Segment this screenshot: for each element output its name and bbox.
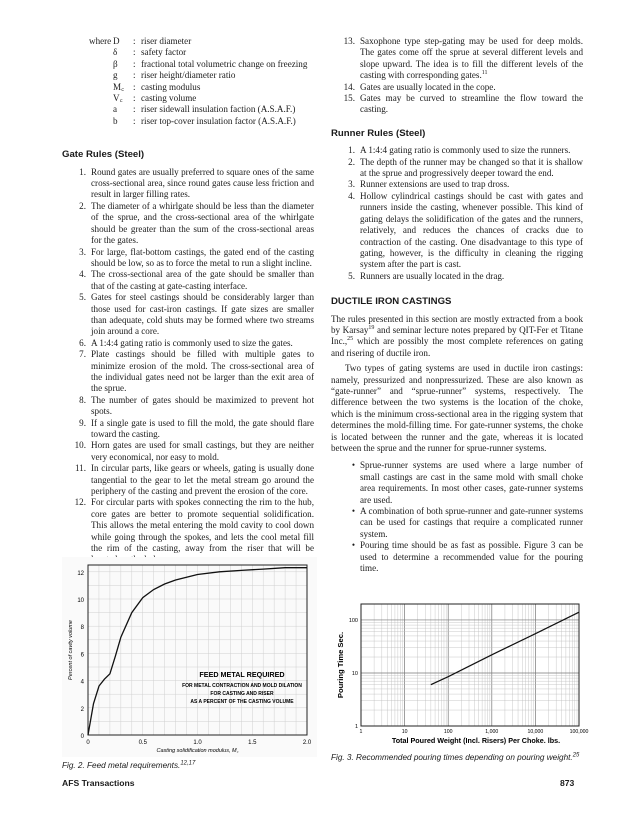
bullet-text: Sprue-runner systems are used where a large number of small castings are cast in the same mold with small choke area requirements. In most other cases, gate-runner systems are used.	[360, 460, 583, 505]
runner-rules-heading: Runner Rules (Steel)	[331, 127, 426, 139]
item-number: 1.	[79, 166, 86, 177]
fig3-xlabel: Total Poured Weight (Incl. Risers) Per Choke. lbs.	[391, 736, 561, 745]
item-text: Horn gates are used for small castings, but they are neither very economical, nor easy to mold.	[91, 440, 314, 462]
item-number: 1.	[348, 145, 355, 156]
variable-row	[89, 36, 314, 47]
fig2-chart	[62, 557, 317, 757]
variable-symbol: δ	[113, 47, 118, 58]
item-number: 10.	[74, 440, 86, 451]
bullet-item	[335, 460, 583, 506]
fig2-x-tick: 1.0	[193, 740, 202, 746]
list-item	[331, 145, 583, 156]
item-number: 14.	[343, 81, 355, 92]
gate-rules-continued	[331, 36, 583, 116]
list-item	[331, 36, 583, 82]
item-number: 5.	[348, 270, 355, 281]
bullet-mark: •	[351, 460, 355, 471]
fig3-y-tick: 10	[351, 670, 358, 677]
list-item	[62, 463, 314, 497]
bullet-item	[335, 506, 583, 540]
variable-symbol: V꜀	[113, 93, 123, 104]
variable-prefix	[89, 82, 113, 93]
item-number: 8.	[79, 394, 86, 405]
item-text: For circular parts with spokes connecting the rim to the hub, core gates are better to promote sequential solidification. This allows the metal entering the mold cavity to cool down while going through the spokes, and lets the cool metal fill the rim of the casting, away from the riser that will be	[91, 497, 314, 554]
variable-description: riser height/diameter ratio	[141, 70, 236, 81]
variable-symbol: b	[113, 115, 118, 126]
variable-symbol: β	[113, 58, 118, 69]
bullet-text: A combination of both sprue-runner and gate-runner systems can be used for castings that require a complicated runner system.	[360, 506, 583, 539]
ductile-paragraph-2: Two types of gating systems are used in ductile iron castings: namely, pressurized and nonpressurized. These are also known as “gate-runner” and “sprue-runner” systems, respectively. The difference between the two systems is the location of the choke, which is the minimum cross-sectional area in the rigging system that determines the mold-filling time. For gate-runner systems, the choke is located between the runner and the gate, whereas it is located between the sprue and the runner for sprue-runner systems.	[331, 363, 583, 453]
variable-colon: :	[133, 70, 136, 81]
item-number: 7.	[79, 349, 86, 360]
fig2-y-tick: 12	[77, 570, 84, 577]
variable-prefix	[89, 93, 113, 104]
variable-colon: :	[133, 36, 136, 46]
list-item	[62, 167, 314, 201]
variable-description: fractional total volumetric change on freezing	[141, 58, 308, 69]
bullet-item	[335, 540, 583, 574]
item-number: 6.	[79, 337, 86, 348]
fig3-chart	[331, 596, 589, 751]
fig2-x-tick: 0	[86, 740, 90, 746]
item-number: 5.	[79, 292, 86, 303]
fig2-title-line: FOR METAL CONTRACTION AND MOLD DILATION	[182, 683, 302, 689]
list-item	[331, 271, 583, 282]
variable-row	[89, 70, 314, 81]
item-number: 4.	[348, 190, 355, 201]
variable-colon: :	[133, 115, 136, 126]
fig3-caption: Fig. 3. Recommended pouring times depending on pouring weight.$^{25}$	[331, 752, 580, 762]
list-item	[62, 247, 314, 270]
item-text: The diameter of a whirlgate should be less than the diameter of the sprue, and the cross-sectional area of the whirlgate should be greater than the sum of the cross-sectional areas for the gates.	[91, 200, 314, 246]
item-text: Runners are usually located in the drag.	[360, 270, 505, 281]
fig2-x-tick: 1.5	[248, 740, 257, 746]
gate-rules-heading: Gate Rules (Steel)	[62, 149, 145, 161]
variable-prefix	[89, 47, 113, 58]
item-number: 13.	[343, 36, 355, 46]
item-ref: 11	[481, 70, 488, 77]
variable-description: riser sidewall insulation faction (A.S.A.F.)	[141, 104, 296, 115]
item-text: The number of gates should be maximized to prevent hot spots.	[91, 394, 314, 417]
fig3-x-tick: 100	[443, 729, 453, 735]
fig3-y-tick: 1	[354, 724, 358, 730]
fig3-x-tick: 1,000	[485, 729, 499, 735]
item-number: 9.	[79, 417, 86, 428]
list-item	[62, 269, 314, 292]
bullet-mark: •	[351, 506, 355, 517]
variable-row	[89, 93, 314, 104]
gate-rules-list	[62, 167, 314, 566]
item-text	[360, 82, 583, 93]
figure-2	[62, 557, 317, 762]
list-item	[331, 157, 583, 180]
list-item	[331, 191, 583, 271]
variable-row	[89, 82, 314, 93]
left-column	[62, 36, 314, 566]
item-text: Plate castings should be filled with multiple gates to minimize erosion of the mold. The cross-sectional area of the individual gates need not be larger than the exit area of the sprue.	[91, 349, 314, 394]
item-number: 11.	[74, 463, 86, 474]
item-text: A 1:4:4 gating ratio is commonly used to size the runners.	[360, 145, 571, 156]
item-text: If a single gate is used to fill the mold, the gate should flare toward the casting.	[91, 417, 314, 439]
variable-description: riser diameter	[141, 36, 192, 46]
item-number: 15.	[343, 93, 355, 104]
page-number: 873	[560, 778, 575, 788]
fig2-y-tick: 4	[80, 679, 84, 686]
fig2-xlabel: Casting solidification modulus, M꜀	[156, 748, 239, 754]
fig2-x-tick: 2.0	[302, 740, 312, 746]
variable-symbol: g	[113, 70, 118, 81]
variable-row	[89, 59, 314, 70]
fig2-title-line: FEED METAL REQUIRED	[199, 670, 285, 679]
item-text: A 1:4:4 gating ratio is commonly used to size the gates.	[91, 337, 293, 348]
ductile-bullets	[331, 460, 583, 574]
bullet-mark: •	[351, 540, 355, 551]
item-number: 12.	[74, 497, 86, 508]
item-text: The cross-sectional area of the gate should be smaller than that of the casting at gate-casting interface.	[91, 269, 314, 291]
bullet-text: Pouring time should be as fast as possible. Figure 3 can be used to determine a recommended value for the pouring time.	[360, 540, 583, 574]
variable-description: casting modulus	[141, 81, 201, 92]
item-text: Gates for steel castings should be considerably larger than those used for cast-iron castings. If gate sizes are smaller than adequate, cold shuts may be formed where two streams join around a core.	[91, 292, 314, 337]
fig3-y-tick: 100	[348, 617, 358, 624]
fig2-title-line: FOR CASTING AND RISER	[210, 691, 274, 697]
list-item	[62, 440, 314, 463]
variable-row	[89, 47, 314, 58]
item-body: Gates may be curved to streamline the flow toward the casting.	[360, 93, 583, 115]
list-item	[62, 292, 314, 338]
fig2-y-tick: 10	[77, 598, 84, 604]
variable-row	[89, 116, 314, 127]
variable-colon: :	[133, 81, 136, 92]
variable-colon: :	[133, 104, 136, 115]
fig2-caption: Fig. 2. Feed metal requirements.$^{12,17}$	[62, 760, 196, 770]
variable-prefix	[89, 70, 113, 81]
ductile-paragraph-1: The rules presented in this section are mostly extracted from a book by Karsay$^{19}$ and seminar lecture notes prepared by QIT-Fer et Titane Inc.,$^{25}$ which are possibly the most complete references on gating and risering of ductile iron.	[331, 313, 584, 358]
fig2-ylabel: Percent of cavity volume	[68, 620, 74, 680]
variable-colon: :	[133, 93, 136, 104]
item-text: In circular parts, like gears or wheels, gating is usually done tangential to the gear to let the metal stream go around the periphery of the casting and prevent the erosion of the core.	[91, 463, 314, 497]
variable-description: safety factor	[141, 47, 187, 58]
item-number: 2.	[348, 156, 355, 167]
item-number: 3.	[79, 246, 86, 257]
runner-rules-list	[331, 145, 583, 282]
list-item	[62, 338, 314, 349]
item-text: The depth of the runner may be changed so that it is shallow at the sprue and progressively deeper toward the end.	[360, 156, 583, 179]
fig3-x-tick: 10	[401, 729, 408, 735]
item-text	[360, 93, 583, 116]
ductile-heading: DUCTILE IRON CASTINGS	[331, 296, 452, 308]
fig2-y-tick: 2	[80, 706, 84, 713]
fig2-x-tick: 0.5	[138, 740, 147, 746]
item-text: For large, flat-bottom castings, the gated end of the casting should be low, so as to force the metal to run a slight incline.	[91, 246, 314, 268]
item-text	[360, 36, 583, 82]
fig2-y-tick: 6	[80, 652, 84, 659]
variable-symbol: D	[113, 36, 120, 46]
list-item	[331, 82, 583, 93]
variable-symbol: M꜀	[113, 81, 125, 92]
list-item	[62, 395, 314, 418]
footer-journal: AFS Transactions	[62, 778, 135, 788]
variable-prefix	[89, 104, 113, 115]
list-item	[331, 93, 583, 116]
fig3-x-tick: 100,000	[569, 729, 589, 735]
variable-row	[89, 104, 314, 115]
variable-colon: :	[133, 47, 136, 58]
fig3-x-tick: 10,000	[527, 729, 544, 735]
item-number: 2.	[79, 200, 86, 211]
variable-description: riser top-cover insulation factor (A.S.A.F.)	[141, 115, 296, 126]
list-item	[62, 418, 314, 441]
list-item	[62, 201, 314, 247]
item-number: 4.	[79, 269, 86, 280]
variable-colon: :	[133, 58, 136, 69]
variable-prefix: where	[89, 36, 112, 46]
list-item	[62, 497, 314, 565]
item-text: Hollow cylindrical castings should be cast with gates and runners inside the casting, whenever possible. This kind of gating delays the solidification of the gates and the runners, relatively, and reduces the chances of cracks due to contraction of the casting. One disadvantage to this type of gating, however, is the difficulty in cleaning the rigging system after the part is cast.	[360, 190, 583, 270]
fig3-x-tick: 1	[359, 729, 363, 735]
fig2-y-tick: 0	[80, 734, 84, 740]
list-item	[331, 179, 583, 190]
item-text: Runner extensions are used to trap dross.	[360, 179, 510, 190]
variable-symbol: a	[113, 104, 118, 115]
variable-prefix	[89, 59, 113, 70]
variable-prefix	[89, 116, 113, 127]
fig3-ylabel: Pouring Time Sec.	[336, 631, 345, 699]
fig2-y-tick: 8	[80, 625, 84, 632]
list-item	[62, 349, 314, 395]
fig2-title-line: AS A PERCENT OF THE CASTING VOLUME	[190, 699, 294, 705]
item-body: Saxophone type step-gating may be used for deep molds. The gates come off the sprue at several different levels and slope upward. The idea is to fill the different levels of the casting with corresponding gates.	[360, 36, 583, 81]
right-column	[331, 36, 583, 574]
item-number: 3.	[348, 179, 355, 190]
figure-3	[331, 596, 589, 756]
item-body: Gates are usually located in the cope.	[360, 81, 496, 92]
variable-description: casting volume	[141, 93, 197, 104]
variable-list	[89, 36, 314, 127]
item-text: Round gates are usually preferred to square ones of the same cross-sectional area, since round gates cause less friction and result in larger filling rates.	[91, 166, 314, 200]
